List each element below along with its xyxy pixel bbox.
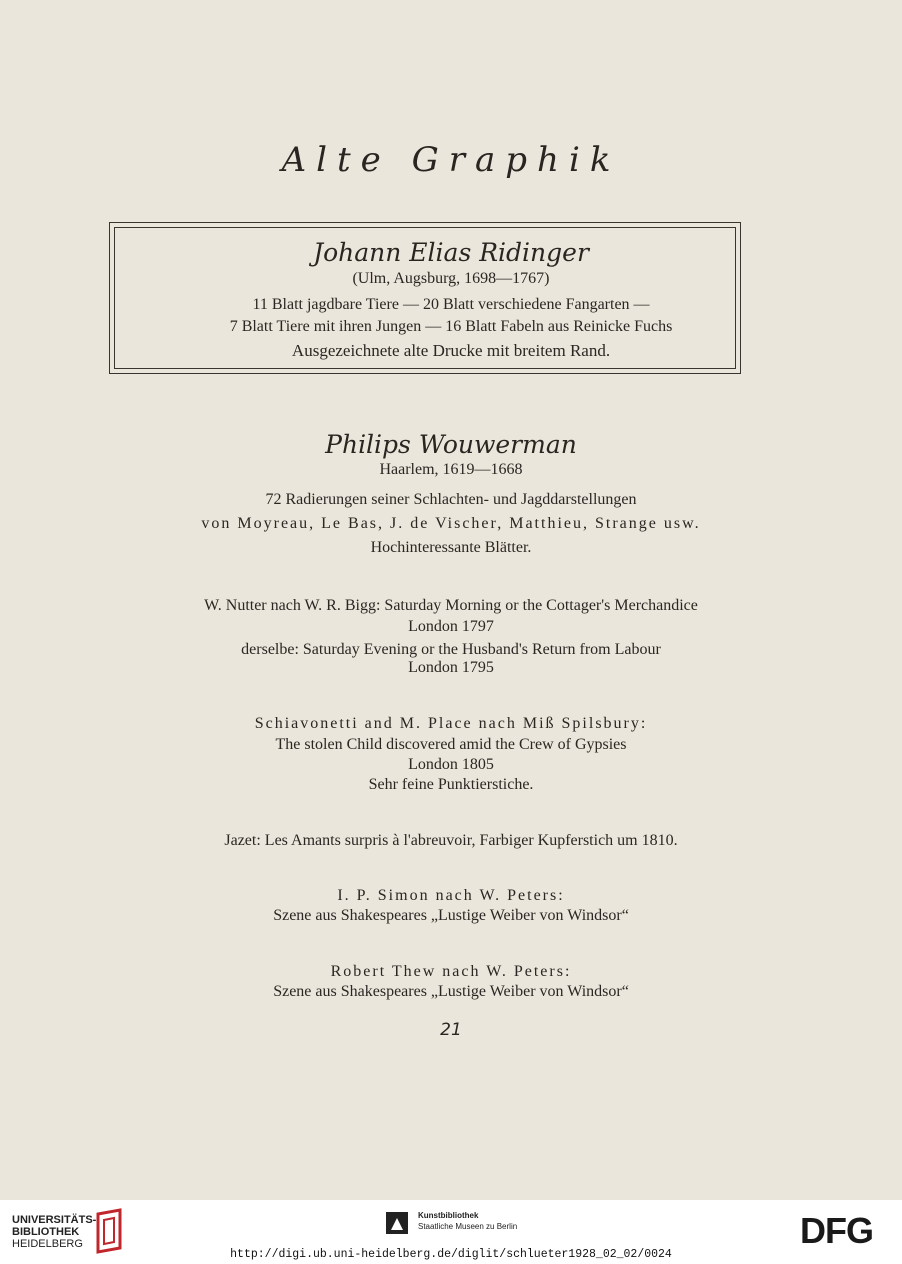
thew-line1: Robert Thew nach W. Peters:: [330, 963, 572, 980]
wouwerman-line2: von Moyreau, Le Bas, J. de Vischer, Matthieu, Strange usw.: [201, 515, 701, 532]
kb-logo-line2: Staatliche Museen zu Berlin: [418, 1222, 518, 1231]
nutter-line2: London 1797: [408, 618, 494, 635]
nutter-line3: derselbe: Saturday Evening or the Husband's Return from Labour: [241, 641, 661, 658]
ub-logo-line2: BIBLIOTHEK: [12, 1226, 80, 1238]
thew-line2: Szene aus Shakespeares „Lustige Weiber von Windsor“: [273, 983, 629, 1000]
ridinger-line3: Ausgezeichnete alte Drucke mit breitem Rand.: [291, 341, 611, 360]
ridinger-line1: 11 Blatt jagdbare Tiere — 20 Blatt verschiedene Fangarten —: [252, 296, 650, 313]
wouwerman-place: Haarlem, 1619—1668: [379, 461, 523, 478]
nutter-line1: W. Nutter nach W. R. Bigg: Saturday Morning or the Cottager's Merchandice: [204, 597, 698, 614]
nutter-line4: London 1795: [408, 659, 494, 676]
viewer-footer: [0, 1200, 902, 1264]
kunstbibliothek-eagle-icon: [384, 1210, 410, 1236]
simon-line1: I. P. Simon nach W. Peters:: [337, 887, 565, 904]
schiavonetti-line4: Sehr feine Punktierstiche.: [368, 776, 534, 793]
ub-logo-line3: HEIDELBERG: [12, 1238, 83, 1250]
page-title: Alte Graphik: [281, 140, 621, 180]
schiavonetti-line2: The stolen Child discovered amid the Crew of Gypsies: [275, 736, 627, 753]
wouwerman-line1: 72 Radierungen seiner Schlachten- und Jagddarstellungen: [265, 491, 637, 508]
ridinger-name: Johann Elias Ridinger: [313, 238, 589, 267]
kb-logo-line1: Kunstbibliothek: [418, 1211, 479, 1220]
ub-logo-line1: UNIVERSITÄTS-: [12, 1214, 97, 1226]
schiavonetti-line1: Schiavonetti and M. Place nach Miß Spilsbury:: [254, 715, 648, 732]
simon-line2: Szene aus Shakespeares „Lustige Weiber von Windsor“: [273, 907, 629, 924]
page-number: 21: [440, 1020, 462, 1040]
dfg-logo[interactable]: DFG: [800, 1210, 873, 1251]
wouwerman-line3: Hochinteressante Blätter.: [370, 539, 532, 556]
kunstbibliothek-logo[interactable]: [418, 1210, 517, 1232]
ridinger-line2: 7 Blatt Tiere mit ihren Jungen — 16 Blatt Fabeln aus Reinicke Fuchs: [229, 318, 673, 335]
permalink-url[interactable]: http://digi.ub.uni-heidelberg.de/diglit/schlueter1928_02_02/0024: [230, 1248, 672, 1261]
wouwerman-name: Philips Wouwerman: [325, 430, 577, 459]
schiavonetti-line3: London 1805: [408, 756, 494, 773]
ub-heidelberg-logo[interactable]: [12, 1214, 96, 1250]
ridinger-place: (Ulm, Augsburg, 1698—1767): [352, 270, 550, 287]
jazet-line1: Jazet: Les Amants surpris à l'abreuvoir, Farbiger Kupferstich um 1810.: [224, 832, 678, 849]
